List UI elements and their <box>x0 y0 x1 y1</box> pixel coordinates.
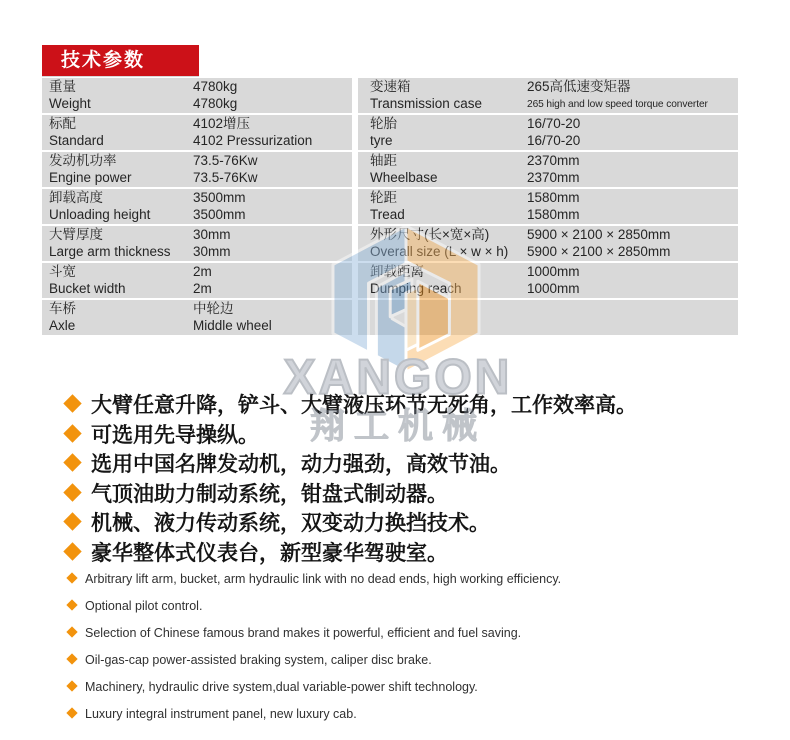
spec-value-line2: 2370mm <box>527 169 580 185</box>
feature-text-en: Optional pilot control. <box>85 599 203 613</box>
diamond-bullet-icon <box>63 483 81 501</box>
diamond-bullet-icon <box>66 599 77 610</box>
spec-label-en: Unloading height <box>49 206 151 222</box>
spec-value-line1: 4780kg <box>193 79 238 94</box>
spec-row <box>42 152 352 187</box>
spec-value-line2: 30mm <box>193 243 231 259</box>
spec-table-right <box>358 78 738 337</box>
spec-value-line1: 16/70-20 <box>527 116 581 131</box>
spec-value-line1: 5900 × 2100 × 2850mm <box>527 227 671 242</box>
spec-value-line2: Middle wheel <box>193 317 272 333</box>
spec-label-cn: 重量 <box>49 79 76 94</box>
spec-value-line1: 1000mm <box>527 264 580 279</box>
diamond-bullet-icon <box>63 512 81 530</box>
spec-value-line2: 4102 Pressurization <box>193 132 313 148</box>
spec-value-line1: 3500mm <box>193 190 246 205</box>
spec-label-cn: 轴距 <box>370 153 397 168</box>
feature-item-cn <box>66 421 637 451</box>
spec-value-line1: 265高低速变矩器 <box>527 79 631 94</box>
feature-text-cn: 机械、液力传动系统，双变动力换挡技术。 <box>91 512 490 535</box>
spec-value-line2: 5900 × 2100 × 2850mm <box>527 243 671 259</box>
spec-label-en: Engine power <box>49 169 132 185</box>
spec-value-line1: 1580mm <box>527 190 580 205</box>
spec-row <box>358 115 738 150</box>
diamond-bullet-icon <box>66 680 77 691</box>
diamond-bullet-icon <box>63 394 81 412</box>
spec-row-empty <box>358 300 738 335</box>
feature-text-cn: 大臂任意升降，铲斗、大臂液压环节无死角，工作效率高。 <box>91 394 637 417</box>
feature-text-cn: 选用中国名牌发动机，动力强劲，高效节油。 <box>91 453 511 476</box>
section-header <box>42 45 199 76</box>
spec-value-line1: 2370mm <box>527 153 580 168</box>
spec-label-cn: 轮胎 <box>370 116 397 131</box>
spec-row <box>42 189 352 224</box>
spec-label-en: Dumping reach <box>370 280 462 296</box>
spec-label-en: tyre <box>370 132 393 148</box>
feature-text-en: Machinery, hydraulic drive system,dual variable-power shift technology. <box>85 680 478 694</box>
spec-label-cn: 大臂厚度 <box>49 227 103 242</box>
spec-value-line2: 265 high and low speed torque converter <box>527 97 708 110</box>
spec-row <box>42 226 352 261</box>
spec-row <box>42 300 352 335</box>
spec-label-cn: 外形尺寸(长×宽×高) <box>370 227 490 242</box>
feature-text-en: Arbitrary lift arm, bucket, arm hydraulic link with no dead ends, high working efficiency. <box>85 572 562 586</box>
spec-value-line1: 中轮边 <box>193 301 234 316</box>
diamond-bullet-icon <box>63 453 81 471</box>
spec-value-line1: 30mm <box>193 227 231 242</box>
feature-text-en: Luxury integral instrument panel, new luxury cab. <box>85 707 357 721</box>
spec-label-cn: 轮距 <box>370 190 397 205</box>
spec-label-cn: 斗宽 <box>49 264 76 279</box>
spec-label-en: Transmission case <box>370 95 483 111</box>
spec-value-line2: 1580mm <box>527 206 580 222</box>
feature-item-en <box>68 701 561 728</box>
spec-label-cn: 卸载距离 <box>370 264 424 279</box>
feature-text-cn: 可选用先导操纵。 <box>91 423 259 447</box>
spec-row <box>42 263 352 298</box>
diamond-bullet-icon <box>63 542 81 560</box>
spec-row <box>358 226 738 261</box>
features-en-list <box>68 566 561 728</box>
feature-item-cn <box>66 509 637 539</box>
feature-text-cn: 气顶油助力制动系统，钳盘式制动器。 <box>91 482 448 506</box>
spec-label-en: Wheelbase <box>370 169 438 185</box>
spec-value-line1: 4102增压 <box>193 116 251 131</box>
brand-name: XANGON <box>283 350 513 405</box>
spec-label-en: Standard <box>49 132 104 148</box>
spec-label-en: Overall size (L × w × h) <box>370 243 509 259</box>
spec-label-cn: 变速箱 <box>370 79 411 94</box>
spec-row <box>358 189 738 224</box>
spec-row <box>358 152 738 187</box>
feature-text-en: Selection of Chinese famous brand makes it powerful, efficient and fuel saving. <box>85 626 522 640</box>
spec-table-left <box>42 78 352 337</box>
spec-label-cn: 车桥 <box>49 301 76 316</box>
feature-text-en: Oil-gas-cap power-assisted braking system, caliper disc brake. <box>85 653 432 667</box>
feature-item-en <box>68 620 561 647</box>
spec-row <box>42 115 352 150</box>
diamond-bullet-icon <box>66 626 77 637</box>
spec-value-line2: 73.5-76Kw <box>193 169 258 185</box>
section-title: 技术参数 <box>61 50 146 71</box>
feature-item-en <box>68 566 561 593</box>
spec-row <box>358 78 738 113</box>
spec-value-line2: 3500mm <box>193 206 246 222</box>
spec-label-en: Axle <box>49 317 76 333</box>
brand-name-cn: 翔工机械 <box>309 407 486 446</box>
diamond-bullet-icon <box>63 424 81 442</box>
spec-row <box>42 78 352 113</box>
diamond-bullet-icon <box>66 572 77 583</box>
spec-label-en: Large arm thickness <box>49 243 171 259</box>
spec-label-cn: 卸载高度 <box>49 190 103 205</box>
spec-value-line2: 4780kg <box>193 95 238 111</box>
feature-item-cn <box>66 480 637 510</box>
spec-label-cn: 标配 <box>49 116 76 131</box>
feature-item-en <box>68 674 561 701</box>
spec-label-cn: 发动机功率 <box>49 153 117 168</box>
spec-value-line2: 1000mm <box>527 280 580 296</box>
spec-value-line2: 2m <box>193 280 212 296</box>
diamond-bullet-icon <box>66 707 77 718</box>
spec-label-en: Weight <box>49 95 91 111</box>
spec-label-en: Tread <box>370 206 405 222</box>
feature-text-cn: 豪华整体式仪表台，新型豪华驾驶室。 <box>91 541 448 565</box>
features-cn-list <box>66 391 637 568</box>
spec-value-line2: 16/70-20 <box>527 132 581 148</box>
feature-item-en <box>68 647 561 674</box>
spec-label-en: Bucket width <box>49 280 126 296</box>
spec-row <box>358 263 738 298</box>
feature-item-cn <box>66 539 637 569</box>
feature-item-cn <box>66 450 637 480</box>
feature-item-en <box>68 593 561 620</box>
spec-value-line1: 73.5-76Kw <box>193 153 258 168</box>
spec-value-line1: 2m <box>193 264 212 279</box>
feature-item-cn <box>66 391 637 421</box>
diamond-bullet-icon <box>66 653 77 664</box>
